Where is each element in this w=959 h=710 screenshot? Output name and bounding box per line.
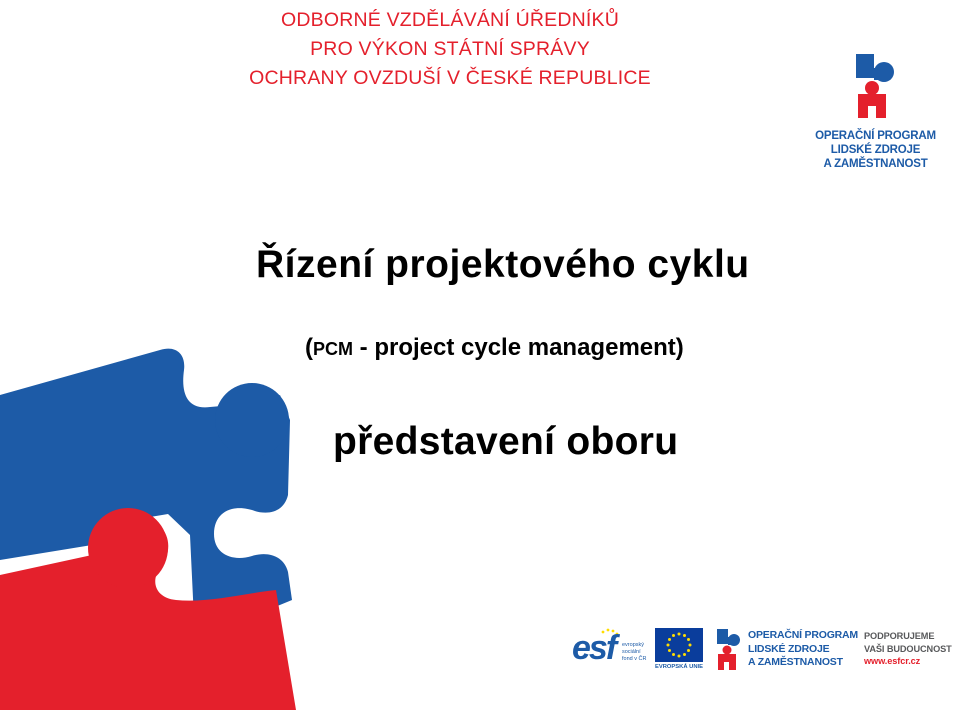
slide-title: Řízení projektového cyklu	[256, 243, 750, 286]
header-line-3: OCHRANY OVZDUŠÍ V ČESKÉ REPUBLICE	[249, 67, 651, 89]
op-small-line-3: A ZAMĚSTNANOST	[748, 656, 843, 668]
support-line-2: VAŠI BUDOUCNOST	[864, 643, 952, 654]
subtitle-rest: - project cycle management)	[353, 334, 684, 361]
op-logo-line-1: OPERAČNÍ PROGRAM	[815, 130, 936, 142]
header-line-1: ODBORNÉ VZDĚLÁVÁNÍ ÚŘEDNÍKŮ	[280, 9, 620, 31]
puzzle-graphic-icon	[0, 0, 330, 710]
subtitle-abbr: PCM	[313, 339, 353, 359]
subtitle-open-paren: (	[305, 334, 313, 361]
eu-logo	[655, 628, 703, 672]
esf-line-1: evropský	[622, 642, 645, 648]
puzzle-person-small-icon	[716, 628, 744, 672]
esf-logo-icon	[570, 628, 650, 672]
header-text	[190, 6, 710, 93]
op-small-line-1: OPERAČNÍ PROGRAM	[748, 629, 858, 641]
support-url-link[interactable]: www.esfcr.cz	[864, 656, 921, 666]
op-small-line-2: LIDSKÉ ZDROJE	[748, 642, 830, 655]
op-logo-line-3: A ZAMĚSTNANOST	[823, 158, 928, 170]
support-text	[864, 630, 952, 668]
esf-line-2: sociální	[622, 649, 641, 655]
op-logo-line-2: LIDSKÉ ZDROJE	[830, 144, 921, 156]
esf-line-3: fond v ČR	[622, 656, 647, 662]
puzzle-person-icon	[854, 52, 900, 122]
esf-letters: esf	[572, 629, 616, 667]
eu-flag-icon	[655, 628, 703, 662]
eu-caption: EVROPSKÁ UNIE	[655, 664, 703, 670]
slide-subtitle	[305, 334, 684, 362]
op-lzz-small-logo	[716, 626, 856, 674]
header-line-2: PRO VÝKON STÁTNÍ SPRÁVY	[310, 38, 590, 60]
footer-logos	[570, 622, 959, 678]
support-line-1: PODPORUJEME	[864, 631, 935, 641]
slide-topic: představení oboru	[333, 420, 679, 463]
